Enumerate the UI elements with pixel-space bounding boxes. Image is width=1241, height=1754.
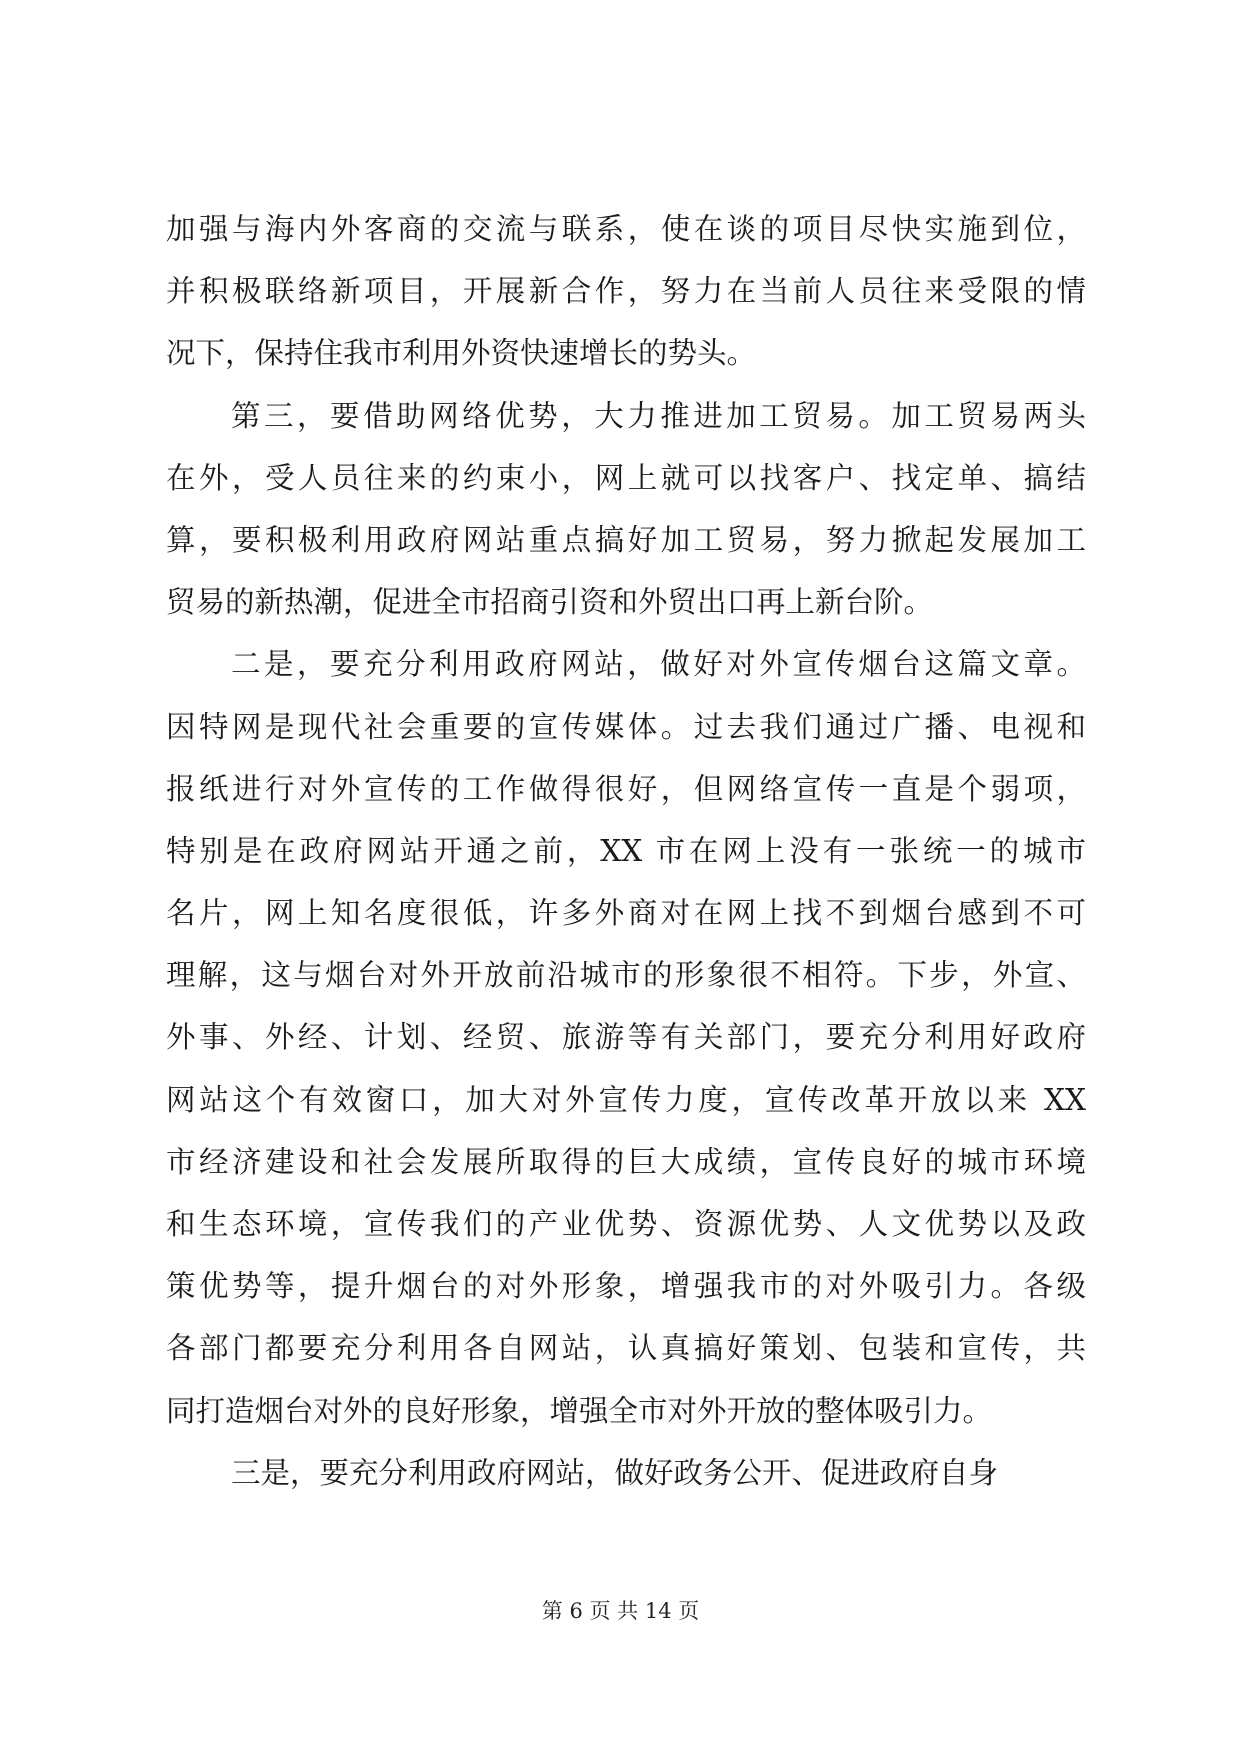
text-line: 特别是在政府网站开通之前，XX 市在网上没有一张统一的城市 [166, 833, 1086, 868]
text-line: 并积极联络新项目，开展新合作，努力在当前人员往来受限的情 [166, 274, 1086, 309]
paragraph-start-line: 第三，要借助网络优势，大力推进加工贸易。加工贸易两头 [231, 398, 1086, 433]
page-footer [0, 1596, 1241, 1626]
text-line: 报纸进行对外宣传的工作做得很好，但网络宣传一直是个弱项， [166, 771, 1086, 806]
paragraph-start-line: 三是，要充分利用政府网站，做好政务公开、促进政府自身 [231, 1455, 999, 1490]
text-line: 外事、外经、计划、经贸、旅游等有关部门，要充分利用好政府 [166, 1020, 1086, 1055]
text-line: 各部门都要充分利用各自网站，认真搞好策划、包装和宣传，共 [166, 1331, 1086, 1366]
text-line: 在外，受人员往来的约束小，网上就可以找客户、找定单、搞结 [166, 460, 1086, 495]
body-text [166, 198, 1086, 1504]
text-line: 因特网是现代社会重要的宣传媒体。过去我们通过广播、电视和 [166, 709, 1086, 744]
text-line: 况下，保持住我市利用外资快速增长的势头。 [166, 336, 757, 371]
text-line: 市经济建设和社会发展所取得的巨大成绩，宣传良好的城市环境 [166, 1144, 1086, 1179]
text-line: 理解，这与烟台对外开放前沿城市的形象很不相符。下步，外宣、 [166, 958, 1086, 993]
page-number: 第 6 页 共 14 页 [541, 1599, 700, 1623]
text-line: 算，要积极利用政府网站重点搞好加工贸易，努力掀起发展加工 [166, 522, 1086, 557]
text-line: 同打造烟台对外的良好形象，增强全市对外开放的整体吸引力。 [166, 1393, 993, 1428]
text-line: 网站这个有效窗口，加大对外宣传力度，宣传改革开放以来 XX [166, 1082, 1086, 1117]
text-line: 名片，网上知名度很低，许多外商对在网上找不到烟台感到不可 [166, 896, 1086, 931]
text-line: 策优势等，提升烟台的对外形象，增强我市的对外吸引力。各级 [166, 1269, 1086, 1304]
text-line: 加强与海内外客商的交流与联系，使在谈的项目尽快实施到位， [166, 212, 1086, 246]
text-line: 和生态环境，宣传我们的产业优势、资源优势、人文优势以及政 [166, 1207, 1086, 1241]
paragraph-start-line: 二是，要充分利用政府网站，做好对外宣传烟台这篇文章。 [231, 647, 1086, 682]
text-line: 贸易的新热潮，促进全市招商引资和外贸出口再上新台阶。 [166, 585, 934, 620]
